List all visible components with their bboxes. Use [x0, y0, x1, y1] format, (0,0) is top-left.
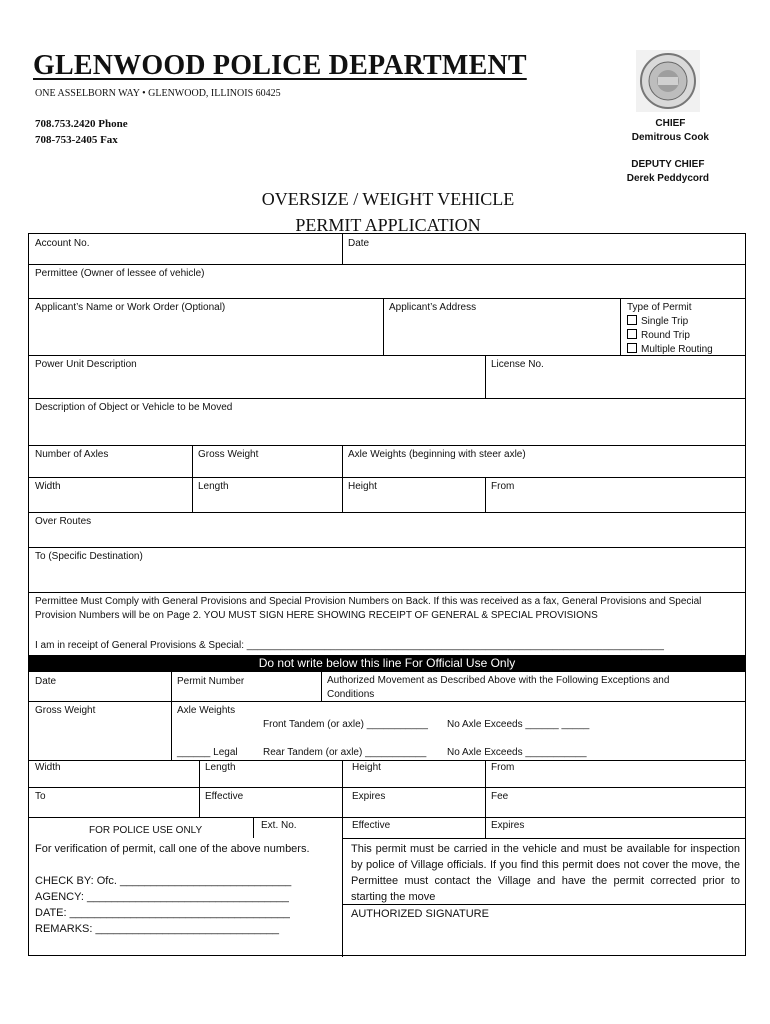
gross-weight-label: Gross Weight: [198, 449, 259, 460]
contact-numbers: [35, 116, 128, 148]
village-seal-icon: [636, 50, 700, 112]
front-tandem-label: Front Tandem (or axle) ___________: [263, 719, 428, 730]
permit-form: [28, 233, 746, 956]
official-width-label: Width: [35, 762, 61, 773]
official-use-banner: Do not write below this line For Official Use Only: [29, 655, 745, 672]
chief-title: CHIEF: [655, 118, 686, 129]
authorized-movement-label: Authorized Movement as Described Above with the Following Exceptions and Conditions: [327, 675, 670, 700]
official-gross-weight-label: Gross Weight: [35, 705, 96, 716]
fax-number: 708-753-2405 Fax: [35, 134, 118, 146]
verification-note: For verification of permit, call one of the above numbers.: [35, 843, 310, 855]
date-line: DATE: ____________________________________: [35, 907, 290, 919]
rear-tandem-label: Rear Tandem (or axle) ___________: [263, 747, 427, 758]
applicant-name-label: Applicant’s Name or Work Order (Optional): [35, 302, 226, 313]
multiple-routing-option[interactable]: [627, 343, 713, 356]
deputy-chief-block: [627, 158, 709, 186]
power-unit-label: Power Unit Description: [35, 359, 137, 370]
official-axle-weights-label: Axle Weights: [177, 705, 236, 716]
police-use-only-label: FOR POLICE USE ONLY: [89, 825, 203, 836]
single-trip-option[interactable]: [627, 315, 688, 328]
date-label: Date: [348, 238, 370, 249]
permit-carry-notice: This permit must be carried in the vehicle and must be available for inspection by police of Village officials. If you find this permit does not cover the move, the Permittee must contact the Village and have the permit corrected prior to starting the move: [351, 843, 740, 903]
account-no-label: Account No.: [35, 238, 90, 249]
authorized-signature-label: AUTHORIZED SIGNATURE: [351, 908, 489, 920]
round-trip-option[interactable]: [627, 329, 690, 342]
receipt-signature-line: I am in receipt of General Provisions & Special: ___________________________________________________________________________: [35, 640, 664, 651]
remarks-line: REMARKS: ______________________________: [35, 923, 280, 935]
single-trip-checkbox[interactable]: [627, 315, 637, 325]
from-label: From: [491, 481, 515, 492]
axle-weights-label: Axle Weights (beginning with steer axle): [348, 449, 526, 460]
license-no-label: License No.: [491, 359, 544, 370]
applicant-address-label: Applicant’s Address: [389, 302, 477, 313]
form-title-line1: OVERSIZE / WEIGHT VEHICLE: [261, 189, 515, 209]
comply-notice: Permittee Must Comply with General Provisions and Special Provision Numbers on Back. If this was received as a fax, General Provisions and Special Provision Numbers will be on Page 2. YOU MUST SIGN HERE SHOWING RECEIPT OF GENERAL & SPECIAL PROVISIONS: [35, 596, 702, 621]
deputy-chief-name: Derek Peddycord: [626, 173, 709, 184]
department-address: ONE ASSELBORN WAY • GLENWOOD, ILLINOIS 60425: [35, 88, 281, 99]
type-of-permit-label: Type of Permit: [627, 302, 692, 313]
width-label: Width: [35, 481, 61, 492]
form-title: [200, 186, 576, 238]
form-title-line2: PERMIT APPLICATION: [295, 215, 481, 235]
permit-number-label: Permit Number: [177, 676, 245, 687]
length-label: Length: [198, 481, 229, 492]
multiple-routing-checkbox[interactable]: [627, 343, 637, 353]
department-name: GLENWOOD POLICE DEPARTMENT: [33, 50, 527, 81]
official-to-label: To: [35, 791, 46, 802]
description-label: Description of Object or Vehicle to be Moved: [35, 402, 233, 413]
legal-label: ______ Legal: [177, 747, 238, 758]
round-trip-label: Round Trip: [641, 330, 690, 341]
height-label: Height: [348, 481, 377, 492]
permittee-label: Permittee (Owner of lessee of vehicle): [35, 268, 205, 279]
single-trip-label: Single Trip: [641, 316, 689, 327]
ext-effective-label: Effective: [352, 820, 391, 831]
no-axle-exceeds-rear: No Axle Exceeds ___________: [447, 747, 587, 758]
phone-number: 708.753.2420 Phone: [35, 118, 128, 130]
official-date-label: Date: [35, 676, 57, 687]
official-length-label: Length: [205, 762, 236, 773]
official-height-label: Height: [352, 762, 381, 773]
official-effective-label: Effective: [205, 791, 244, 802]
over-routes-label: Over Routes: [35, 516, 92, 527]
official-from-label: From: [491, 762, 515, 773]
deputy-chief-title: DEPUTY CHIEF: [631, 159, 705, 170]
ext-expires-label: Expires: [491, 820, 525, 831]
chief-name: Demitrous Cook: [631, 132, 709, 143]
fee-label: Fee: [491, 791, 509, 802]
no-axle-exceeds-front: No Axle Exceeds ______ _____: [447, 719, 590, 730]
ext-no-label: Ext. No.: [261, 820, 297, 831]
agency-line: AGENCY: _________________________________: [35, 891, 289, 903]
round-trip-checkbox[interactable]: [627, 329, 637, 339]
chief-block: [632, 117, 709, 145]
check-by-line: CHECK BY: Ofc. ____________________________: [35, 875, 292, 887]
number-of-axles-label: Number of Axles: [35, 449, 109, 460]
destination-label: To (Specific Destination): [35, 551, 143, 562]
multiple-routing-label: Multiple Routing: [641, 344, 713, 355]
official-expires-label: Expires: [352, 791, 386, 802]
